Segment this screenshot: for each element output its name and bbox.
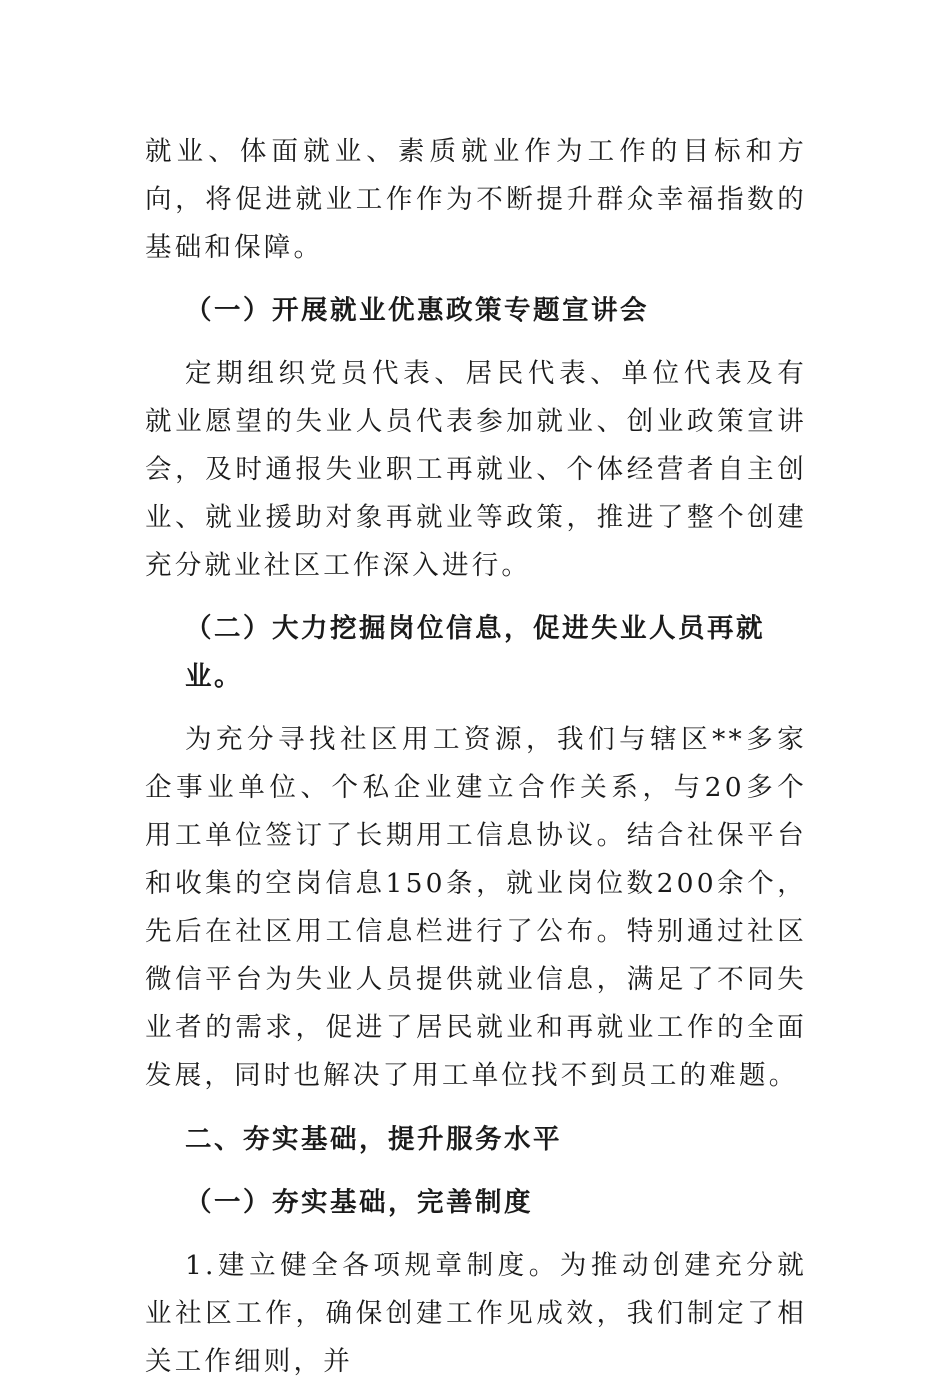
paragraph-policy-lectures: 定期组织党员代表、居民代表、单位代表及有就业愿望的失业人员代表参加就业、创业政策宣讲会，及时通报失业职工再就业、个体经营者自主创业、就业援助对象再就业等政策，推进了整个创建充分就业社区工作深入进行。 — [145, 358, 807, 581]
subheading-policy-lectures: （一）开展就业优惠政策专题宣讲会 — [185, 295, 649, 326]
intro-paragraph: 就业、体面就业、素质就业作为工作的目标和方向，将促进就业工作作为不断提升群众幸福指数的基础和保障。 — [145, 136, 807, 263]
document-body — [145, 128, 807, 1386]
section-heading-foundation: 二、夯实基础，提升服务水平 — [185, 1124, 562, 1155]
paragraph-rules-regulations: 1.建立健全各项规章制度。为推动创建充分就业社区工作，确保创建工作见成效，我们制定了相关工作细则，并 — [145, 1250, 807, 1377]
subheading-improve-system: （一）夯实基础，完善制度 — [185, 1187, 533, 1218]
paragraph-job-information: 为充分寻找社区用工资源，我们与辖区**多家企事业单位、个私企业建立合作关系，与20多个用工单位签订了长期用工信息协议。结合社保平台和收集的空岗信息150条，就业岗位数200余个，先后在社区用工信息栏进行了公布。特别通过社区微信平台为失业人员提供就业信息，满足了不同失业者的需求，促进了居民就业和再就业工作的全面发展，同时也解决了用工单位找不到员工的难题。 — [145, 724, 807, 1091]
subheading-job-information: （二）大力挖掘岗位信息，促进失业人员再就业。 — [185, 613, 765, 692]
